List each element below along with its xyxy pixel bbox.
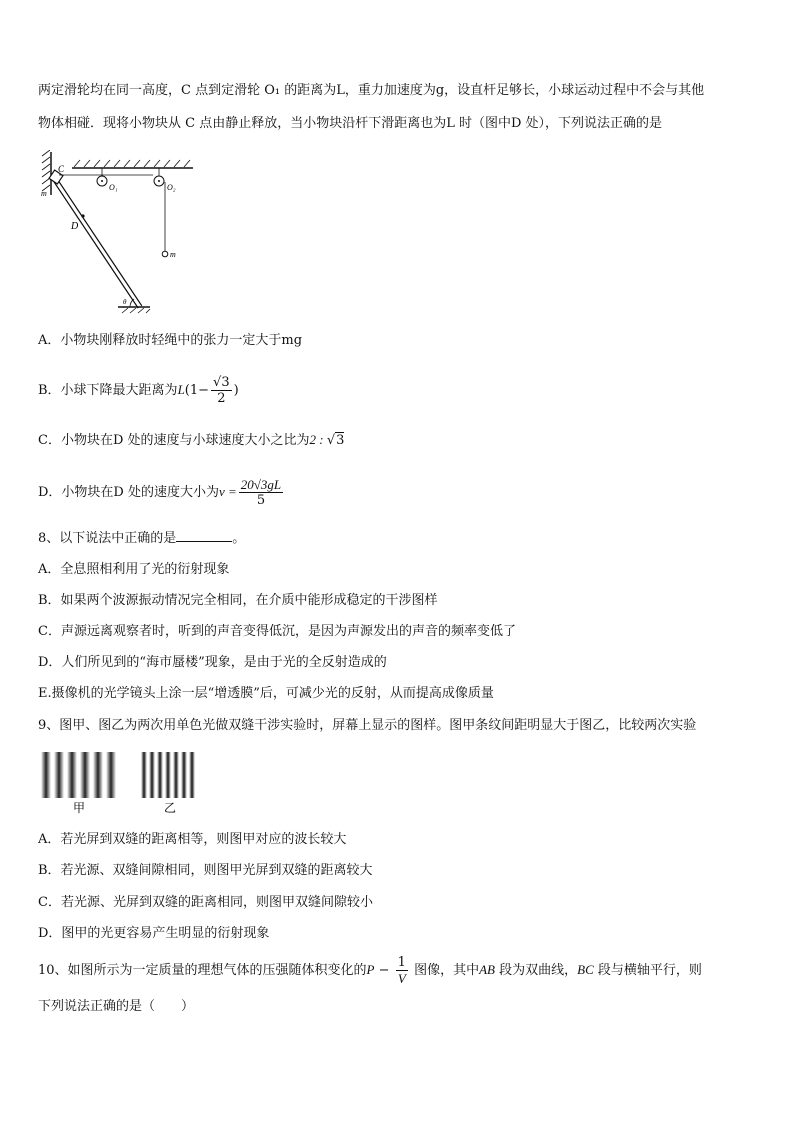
q10-ab: AB [479, 962, 495, 977]
q8-stem [38, 530, 245, 548]
label-theta: θ [123, 298, 127, 306]
q7-option-d-den: 5 [256, 493, 266, 508]
q7-option-d-text: D．小物块在D 处的速度大小为 [38, 485, 219, 500]
q7-option-d-v: v = [218, 484, 237, 499]
fringes-yi [141, 752, 195, 798]
q10-stem-line-1 [38, 950, 702, 991]
label-c: C [58, 164, 65, 174]
q8-option-a: A．全息照相利用了光的衍射现象 [38, 562, 230, 577]
label-o2: O₂ [167, 183, 176, 192]
q10-stem-2: 图像，其中 [409, 963, 480, 978]
q8-stem-end: 。 [232, 531, 246, 546]
q9-option-b: B．若光源、双缝间隙相同，则图甲光屏到双缝的距离较大 [38, 863, 373, 878]
label-m-ball: m [170, 250, 176, 259]
q7-option-b [38, 370, 239, 411]
q8-answer-blank [176, 541, 232, 542]
q7-pulley-figure [38, 150, 198, 315]
q7-option-d-num: 20√3gL [240, 477, 282, 492]
q10-num: 1 [397, 955, 406, 970]
q10-fraction [396, 955, 408, 986]
q7-intro-line-1: 两定滑轮均在同一高度，C 点到定滑轮 O₁ 的距离为L，重力加速度为g，设直杆足够长，小球运动过程中不会与其他 [38, 83, 705, 98]
q7-option-b-close: ) [233, 383, 239, 398]
label-yi: 乙 [164, 801, 177, 815]
q7-option-b-fraction [211, 375, 232, 406]
q7-option-b-text: B．小球下降最大距离为 [38, 383, 178, 398]
q10-p: P [366, 962, 375, 977]
q7-option-b-open: (1− [184, 383, 210, 398]
q10-dash: − [374, 963, 394, 978]
q7-intro-line-2: 物体相碰．现将小物块从 C 点由静止释放，当小物块沿杆下滑距离也为L 时（图中D 处），下列说法正确的是 [38, 116, 663, 131]
q8-option-d: D．人们所见到的“海市蜃楼”现象，是由于光的全反射造成的 [38, 655, 387, 670]
q7-option-d [38, 472, 285, 513]
q8-option-b: B．如果两个波源振动情况完全相同，在介质中能形成稳定的干涉图样 [38, 593, 438, 608]
q9-option-c: C．若光源、光屏到双缝的距离相同，则图甲双缝间隙较小 [38, 895, 373, 910]
q7-option-a: A．小物块刚释放时轻绳中的张力一定大于mg [38, 333, 303, 348]
q7-option-c-root: √3 [326, 433, 345, 448]
q9-stem: 9、图甲、图乙为两次用单色光做双缝干涉实验时，屏幕上显示的图样。图甲条纹间距明显大于图乙，比较两次实验 [38, 718, 697, 733]
q9-option-d: D．图甲的光更容易产生明显的衍射现象 [38, 926, 270, 941]
q8-option-e: E.摄像机的光学镜头上涂一层“增透膜”后，可减少光的反射，从而提高成像质量 [38, 686, 494, 701]
q7-option-b-num: √3 [213, 375, 230, 390]
q7-option-b-l: L [177, 382, 185, 397]
q7-option-c-root-value: 3 [336, 433, 345, 448]
q10-den: V [397, 971, 406, 986]
q7-option-b-den: 2 [217, 391, 226, 406]
q7-option-d-fraction [239, 477, 283, 508]
q7-option-c [38, 431, 344, 450]
q8-stem-text: 8、以下说法中正确的是 [38, 531, 177, 546]
q8-option-c: C．声源远离观察者时，听到的声音变得低沉，是因为声源发出的声音的频率变低了 [38, 624, 516, 639]
q10-stem-3: 段为双曲线， [494, 963, 578, 978]
q7-option-c-text: C．小物块在D 处的速度与小球速度大小之比为 [38, 433, 310, 448]
label-m-block: m [41, 189, 47, 198]
q9-option-a: A．若光屏到双缝的距离相等，则图甲对应的波长较大 [38, 832, 347, 847]
q10-stem-line-2: 下列说法正确的是（ ） [38, 999, 195, 1014]
label-jia: 甲 [73, 801, 86, 815]
fringes-jia [41, 752, 116, 798]
q7-option-c-ratio: 2 : [309, 432, 327, 447]
q9-fringe-figure [38, 748, 208, 818]
q10-bc: BC [577, 962, 594, 977]
label-o1: O₁ [109, 183, 118, 192]
q10-stem-1: 10、如图所示为一定质量的理想气体的压强随体积变化的 [38, 963, 367, 978]
label-d: D [71, 221, 79, 232]
q10-stem-4: 段与横轴平行，则 [593, 963, 702, 978]
